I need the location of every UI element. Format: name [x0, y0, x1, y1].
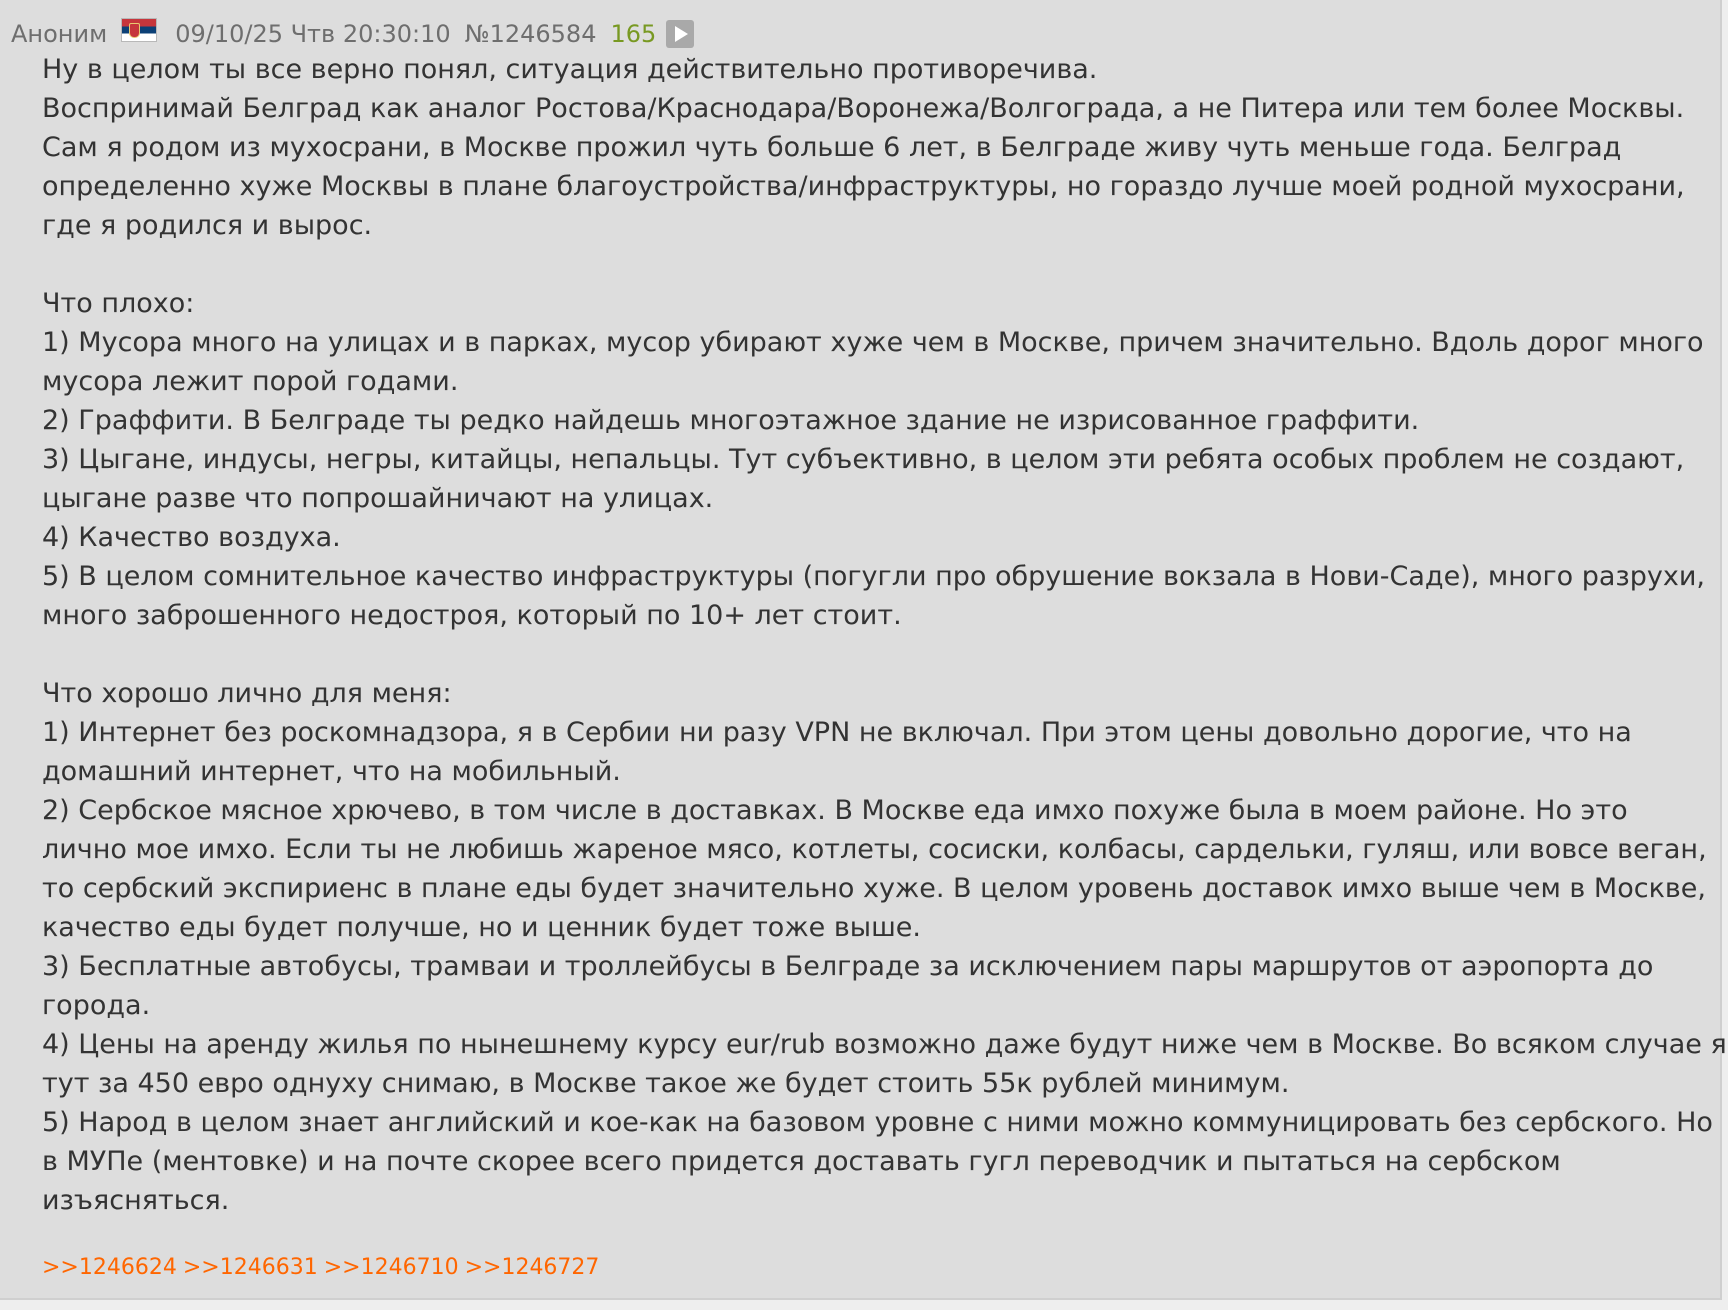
post-text-line: Воспринимай Белград как аналог Ростова/Краснодара/Воронежа/Волгограда, а не Питера или тем более Москвы.	[42, 93, 1685, 124]
post-text-line: Что плохо:	[42, 288, 195, 319]
post-number[interactable]: №1246584	[464, 20, 597, 48]
serbia-flag-icon	[121, 18, 157, 42]
post-text-line: Сам я родом из мухосрани, в Москве прожил чуть больше 6 лет, в Белграде живу чуть меньше года. Белград	[42, 132, 1622, 163]
blank-line	[42, 245, 1707, 284]
reply-reference-link[interactable]: >>1246624	[42, 1255, 177, 1280]
flag-emblem	[129, 23, 140, 38]
post-text-line: 1) Интернет без роскомнадзора, я в Сербии ни разу VPN не включал. При этом цены довольно дорогие, что на	[42, 717, 1632, 748]
post-text-line: 2) Сербское мясное хрючево, в том числе в доставках. В Москве еда имхо похуже была в моем районе. Но это	[42, 795, 1628, 826]
post-body	[42, 50, 1727, 1220]
post-references	[42, 1253, 605, 1283]
play-icon[interactable]	[666, 20, 694, 48]
post-text-line: 5) Народ в целом знает английский и кое-как на базовом уровне с ними можно коммуницировать без сербского. Но	[42, 1107, 1713, 1138]
post-text-line: 2) Граффити. В Белграде ты редко найдешь многоэтажное здание не изрисованное граффити.	[42, 405, 1420, 436]
post-text-line: тут за 450 евро однуху снимаю, в Москве такое же будет стоить 55к рублей минимум.	[42, 1068, 1290, 1099]
post-author: Аноним	[11, 20, 108, 48]
post-text-line: 5) В целом сомнительное качество инфраструктуры (погугли про обрушение вокзала в Нови-Саде), много разрухи,	[42, 561, 1705, 592]
reply-count: 165	[610, 20, 657, 48]
post-text-line: изъясняться.	[42, 1185, 230, 1216]
post-text-line: 4) Цены на аренду жилья по нынешнему курсу eur/rub возможно даже будут ниже чем в Москве. Во всяком случае я	[42, 1029, 1727, 1060]
reply-reference-link[interactable]: >>1246710	[323, 1255, 459, 1280]
post-text-line: 3) Бесплатные автобусы, трамваи и троллейбусы в Белграде за исключением пары маршрутов от аэропорта до	[42, 951, 1654, 982]
post-text-line: где я родился и вырос.	[42, 210, 373, 241]
reply-reference-link[interactable]: >>1246727	[464, 1255, 600, 1280]
post-text-line: 4) Качество воздуха.	[42, 522, 341, 553]
post-text-line: Ну в целом ты все верно понял, ситуация действительно противоречива.	[42, 54, 1098, 85]
post-text-line: в МУПе (ментовке) и на почте скорее всего придется доставать гугл переводчик и пытаться на сербском	[42, 1146, 1561, 1177]
post-header	[11, 18, 694, 50]
blank-line	[42, 635, 1707, 674]
post-text-line: определенно хуже Москвы в плане благоустройства/инфраструктуры, но гораздо лучше моей родной мухосрани,	[42, 171, 1685, 202]
post-text-line: много заброшенного недостроя, который по 10+ лет стоит.	[42, 600, 902, 631]
post-text-line: мусора лежит порой годами.	[42, 366, 459, 397]
post-text-line: города.	[42, 990, 151, 1021]
post-text-line: цыгане разве что попрошайничают на улицах.	[42, 483, 714, 514]
post-text-line: домашний интернет, что на мобильный.	[42, 756, 621, 787]
post-text-line: Что хорошо лично для меня:	[42, 678, 452, 709]
post-datetime: 09/10/25 Чтв 20:30:10	[175, 20, 451, 48]
post-text-line: лично мое имхо. Если ты не любишь жареное мясо, котлеты, сосиски, колбасы, сардельки, гуляш, или вовсе веган,	[42, 834, 1707, 865]
post-text-line: то сербский экспириенс в плане еды будет значительно хуже. В целом уровень доставок имхо выше чем в Москве,	[42, 873, 1706, 904]
reply-reference-link[interactable]: >>1246631	[182, 1255, 318, 1280]
post-text-line: качество еды будет получше, но и ценник будет тоже выше.	[42, 912, 921, 943]
post-text-line: 3) Цыгане, индусы, негры, китайцы, непальцы. Тут субъективно, в целом эти ребята особых проблем не создают,	[42, 444, 1685, 475]
post-text-line: 1) Мусора много на улицах и в парках, мусор убирают хуже чем в Москве, причем значительно. Вдоль дорог много	[42, 327, 1704, 358]
